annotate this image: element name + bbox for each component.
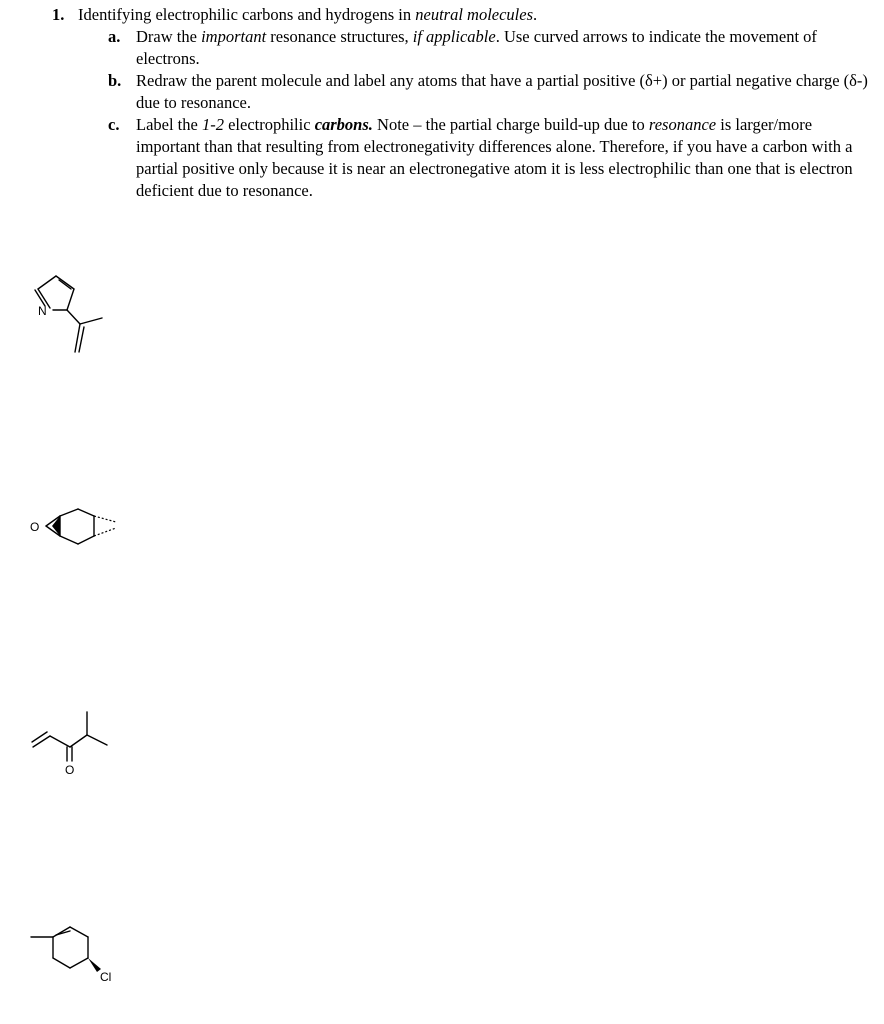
part-a-text-1: Draw the — [136, 27, 202, 46]
part-a — [52, 26, 877, 70]
molecule-3-structure — [25, 700, 120, 780]
question-heading — [52, 4, 877, 26]
part-a-text-4: if applicable — [412, 27, 496, 46]
part-c-text-7: is larger/more important than that resulting from electronegativity differences alone. Therefore, if you have a carbon with a partial positive only because it is near an electronegative atom it is less electrophilic than one that is electron deficient due to resonance. — [136, 115, 853, 200]
molecule-2-structure — [30, 500, 130, 555]
question-title-emphasis: neutral molecules — [415, 5, 534, 24]
question-block — [52, 4, 877, 202]
part-b — [52, 70, 877, 114]
question-title-end: . — [533, 5, 538, 24]
part-c-text-1: Label the — [136, 115, 202, 134]
part-a-text-5: . Use curved arrows to indicate the movement of electrons. — [136, 27, 817, 68]
part-a-label: a. — [108, 27, 121, 46]
part-a-text-2: important — [201, 27, 267, 46]
part-c-label: c. — [108, 115, 120, 134]
carbonyl-oxygen-label: O — [65, 763, 75, 777]
part-a-text-3: resonance structures, — [266, 27, 413, 46]
molecule-4-structure — [25, 915, 125, 990]
oxygen-atom-label: O — [30, 520, 40, 534]
part-b-text-1: Redraw the parent molecule and label any atoms that have a partial positive (δ+) or partial negative charge (δ-) due to resonance. — [136, 71, 868, 112]
part-c-text-4: carbons. — [314, 115, 373, 134]
part-c-text-6: resonance — [648, 115, 717, 134]
question-title-start: Identifying electrophilic carbons and hydrogens in — [78, 5, 416, 24]
chlorine-atom-label: Cl — [100, 970, 112, 984]
part-b-label: b. — [108, 71, 122, 90]
part-c-text-3: electrophilic — [223, 115, 315, 134]
question-number: 1. — [52, 5, 65, 24]
molecule-1-structure — [30, 265, 120, 360]
nitrogen-atom-label: N — [38, 304, 47, 318]
part-c — [52, 114, 877, 202]
part-c-text-5: Note – the partial charge build-up due to — [372, 115, 649, 134]
part-c-text-2: 1-2 — [201, 115, 224, 134]
